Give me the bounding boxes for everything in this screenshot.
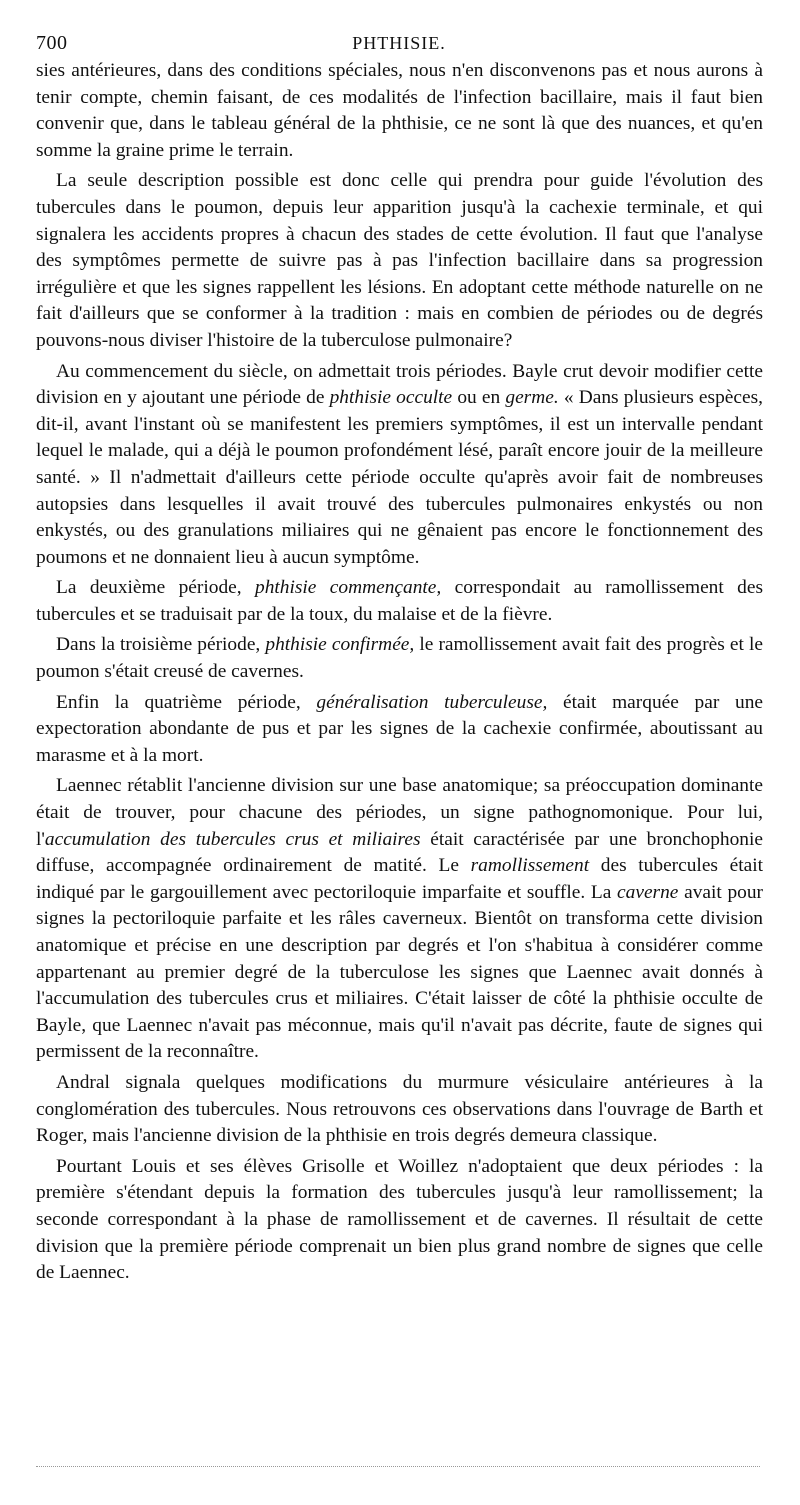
text-segment: Andral signala quelques modifications du murmure vésiculaire antérieures à la conglomération des tubercules. Nous retrouvons ces observations dans l'ouvrage de Barth et Roger, mais l'ancienne division de la phthisie en trois degrés demeura classique. — [36, 1071, 763, 1147]
paragraph — [36, 359, 763, 572]
text-segment: « Dans plusieurs espèces, dit-il, avant l'instant où se manifestent les premiers symptômes, il est un intervalle pendant lequel le malade, qui a déjà le poumon profondément lésé, paraît encore jouir de la meilleure santé. » Il n'admettait d'ailleurs cette période occulte qu'après avoir fait de nombreuses autopsies dans lesquelles il avait trouvé des tubercules pulmonaires enkystés ou non enkystés, ou des granulations miliaires qui ne gênaient pas encore le fonctionnement des poumons et ne donnaient lieu à aucun symptôme. — [36, 387, 763, 568]
text-segment: La seule description possible est donc celle qui prendra pour guide l'évolution des tubercules dans le poumon, depuis leur apparition jusqu'à la cachexie terminale, et qui signalera les accidents propres à chacun des stades de cette évolution. Il faut que l'analyse des symptômes permette de suivre pas à pas l'infection bacillaire dans sa progression irrégulière et que les signes rappellent les lésions. En adoptant cette méthode naturelle on ne fait d'ailleurs que se conformer à la tradition : mais en combien de périodes ou de degrés pouvons-nous diviser l'histoire de la tuberculose pulmonaire? — [36, 170, 763, 351]
text-segment: était marquée par une expectoration abondante de pus et par les signes de la cachexie confirmée, aboutissant au marasme et à la mort. — [36, 691, 764, 766]
italic-text: phthisie confirmée, — [265, 634, 415, 656]
body-text — [36, 58, 763, 1287]
text-segment: le ramollissement avait fait des progrès et le poumon s'était creusé de cavernes. — [36, 634, 763, 683]
page-header — [36, 30, 762, 56]
text-segment: ou en — [452, 387, 506, 409]
paragraph — [36, 58, 763, 164]
italic-text: germe. — [505, 387, 559, 409]
paragraph — [36, 690, 763, 770]
paragraph — [36, 168, 763, 354]
italic-text: accumulation des tubercules crus et miliaires — [44, 828, 421, 850]
italic-text: phthisie commençante, — [255, 577, 442, 599]
paragraph — [36, 773, 763, 1066]
paragraph — [36, 1070, 763, 1150]
text-segment: Enfin la quatrième période, — [56, 691, 317, 713]
italic-text: généralisation tuberculeuse, — [316, 691, 548, 713]
text-segment: avait pour signes la pectoriloquie parfaite et les râles caverneux. Bientôt on transforma cette division anatomique et précise en une description par degrés et l'on s'habitua à considérer comme appartenant au premier degré de la tuberculose les signes que Laennec avait donnés à l'accumulation des tubercules crus et miliaires. C'était laisser de côté la phthisie occulte de Bayle, que Laennec n'avait pas méconnue, mais qu'il n'avait pas décrite, faute de signes qui permissent de la reconnaître. — [36, 881, 763, 1063]
paragraph — [36, 1154, 763, 1287]
italic-text: ramollissement — [470, 855, 590, 877]
running-title: PHTHISIE. — [352, 33, 446, 53]
text-segment: sies antérieures, dans des conditions spéciales, nous n'en disconvenons pas et nous aurons à tenir compte, chemin faisant, de ces modalités de l'infection bacillaire, mais il faut bien convenir que, dans le tableau général de la phthisie, ce ne sont là que des nuances, et qu'en somme la graine prime le terrain. — [36, 60, 763, 161]
paragraph — [36, 632, 763, 685]
text-segment: Laennec rétablit l'ancienne division sur une base anatomique; sa préoccupation dominante était de trouver, pour chacune des périodes, un signe pathognomonique. Pour lui, l' — [36, 775, 763, 850]
text-segment: était caractérisée par une bronchophonie diffuse, accompagnée ordinairement de matité. Le — [36, 828, 763, 877]
text-segment: La deuxième période, — [56, 577, 256, 599]
text-segment: correspondait au ramollissement des tubercules et se traduisait par de la toux, du malaise et de la fièvre. — [36, 577, 763, 625]
paragraph — [36, 575, 763, 628]
italic-text: caverne — [617, 881, 679, 903]
text-segment: Pourtant Louis et ses élèves Grisolle et Woillez n'adoptaient que deux périodes : la première s'étendant depuis la formation des tubercules jusqu'à leur ramollissement; la seconde correspondant à la phase de ramollissement et de cavernes. Il résultait de cette division que la première période comprenait un bien plus grand nombre de signes que celle de Laennec. — [36, 1155, 763, 1284]
page-number: 700 — [36, 32, 68, 54]
italic-text: phthisie occulte — [329, 387, 453, 409]
text-segment: Au commencement du siècle, on admettait trois périodes. Bayle crut devoir modifier cette division en y ajoutant une période de — [36, 360, 763, 409]
text-segment: des tubercules était indiqué par le gargouillement avec pectoriloquie imparfaite et souffle. La — [36, 855, 764, 903]
footer-rule — [36, 1466, 760, 1467]
text-segment: Dans la troisième période, — [56, 634, 266, 656]
